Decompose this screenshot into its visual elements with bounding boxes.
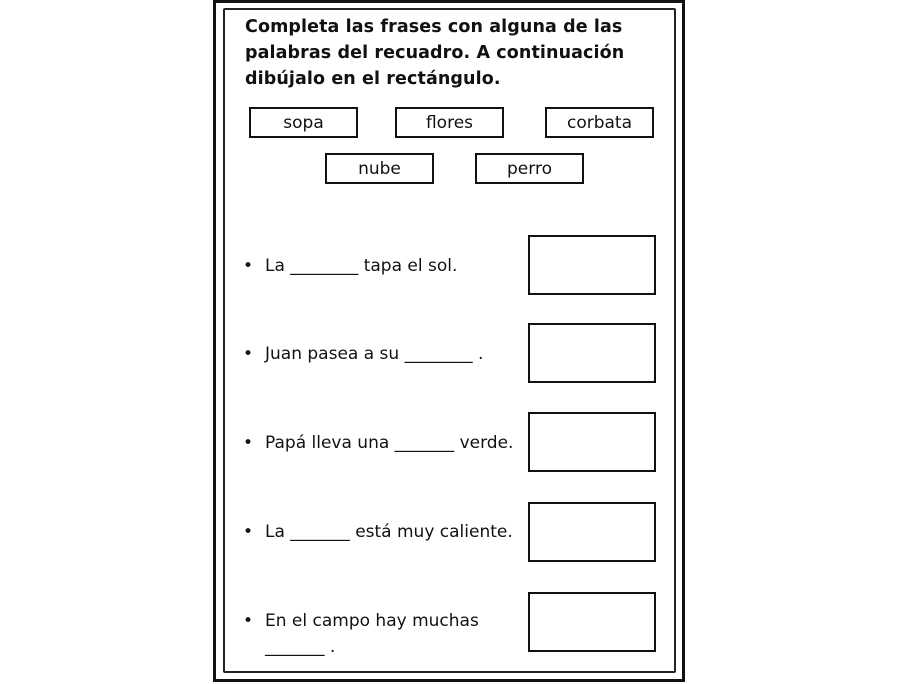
drawing-box-4[interactable] <box>528 502 656 562</box>
word-box-sopa: sopa <box>249 107 358 138</box>
word-box-flores: flores <box>395 107 504 138</box>
sentence-2 <box>243 341 483 367</box>
bullet-marker: • <box>243 344 254 364</box>
bullet-marker: • <box>243 433 254 453</box>
sentence-5 <box>243 608 479 660</box>
sentence-text: En el campo hay muchas <box>265 611 479 631</box>
drawing-box-1[interactable] <box>528 235 656 295</box>
sentence-text: Papá lleva una _______ verde. <box>265 433 514 453</box>
bullet-marker: • <box>243 522 254 542</box>
drawing-box-2[interactable] <box>528 323 656 383</box>
sentence-1 <box>243 253 457 279</box>
sentence-4 <box>243 519 513 545</box>
bullet-marker: • <box>243 256 254 276</box>
instructions-text: Completa las frases con alguna de las palabras del recuadro. A continuación dibújalo en el rectángulo. <box>245 17 625 89</box>
word-box-perro: perro <box>475 153 584 184</box>
sentence-text: La ________ tapa el sol. <box>265 256 458 276</box>
sentence-text: Juan pasea a su ________ . <box>265 344 484 364</box>
drawing-box-5[interactable] <box>528 592 656 652</box>
drawing-box-3[interactable] <box>528 412 656 472</box>
word-box-corbata: corbata <box>545 107 654 138</box>
bullet-marker: • <box>243 611 254 631</box>
sentence-text: La _______ está muy caliente. <box>265 522 513 542</box>
word-box-nube: nube <box>325 153 434 184</box>
sentence-3 <box>243 430 513 456</box>
sentence-text-continuation: _______ . <box>265 637 336 657</box>
